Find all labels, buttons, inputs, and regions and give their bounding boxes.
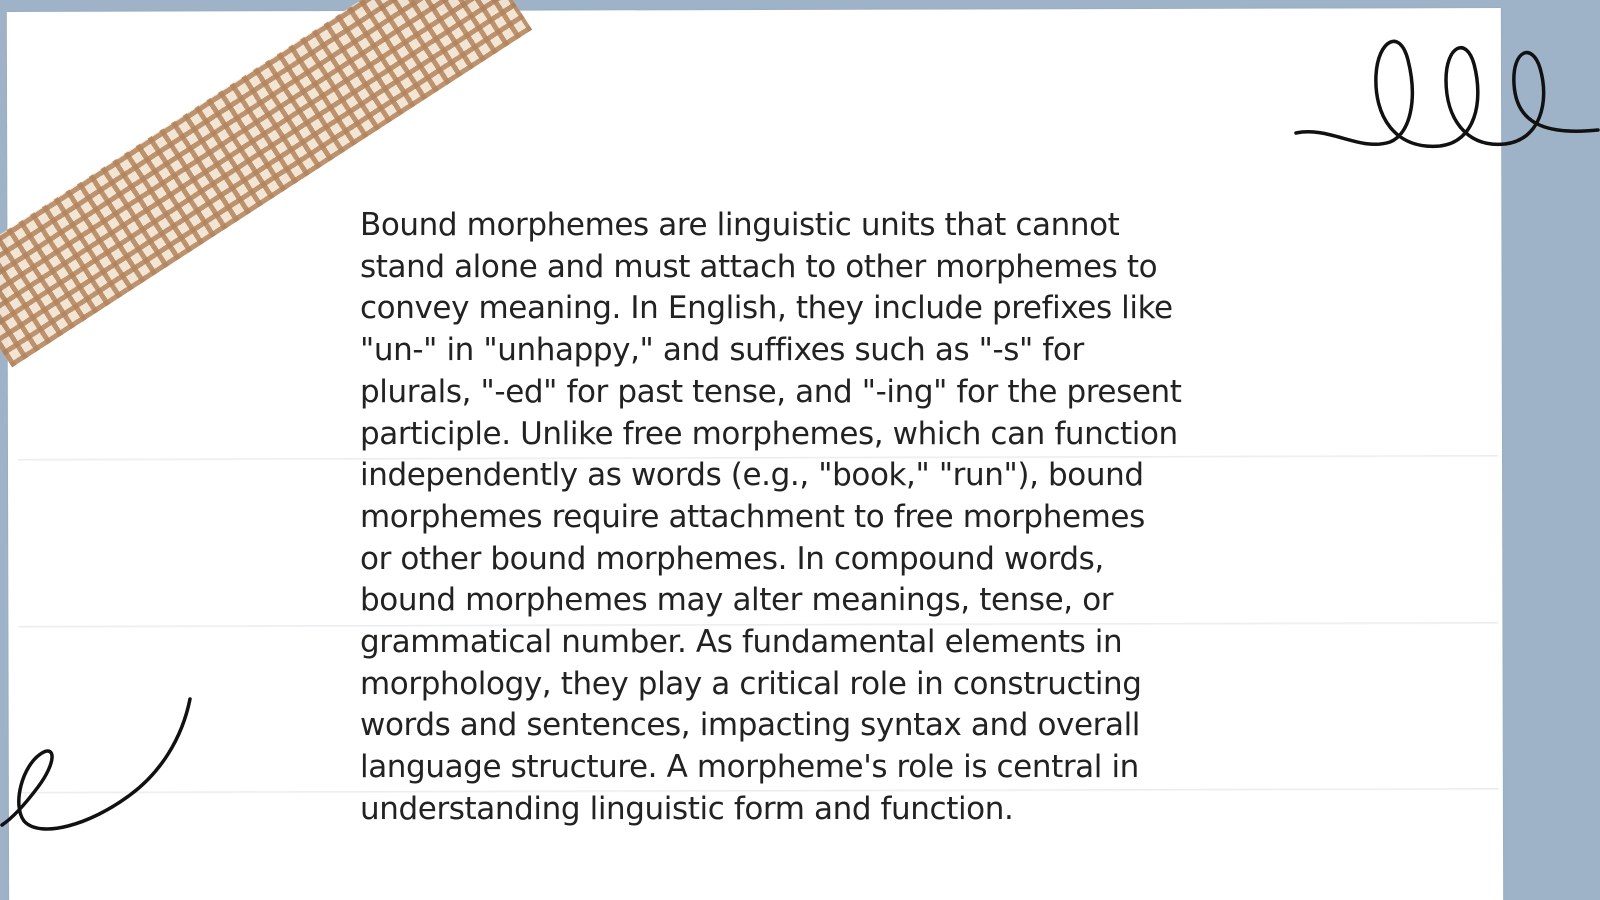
paragraph-line: participle. Unlike free morphemes, which can function [360,415,1178,452]
paragraph-line: independently as words (e.g., "book," "run"), bound [360,457,1144,494]
top-right-squiggle-icon [1290,30,1600,170]
paragraph-line: plurals, "-ed" for past tense, and "-ing" for the present [360,373,1182,410]
paragraph-line: morphemes require attachment to free morphemes [360,498,1145,535]
paragraph-line: bound morphemes may alter meanings, tense, or [360,582,1114,619]
paragraph-line: understanding linguistic form and function. [360,790,1014,827]
paragraph-line: "un-" in "unhappy," and suffixes such as "-s" for [360,332,1084,369]
paragraph-line: morphology, they play a critical role in constructing [360,665,1142,702]
body-paragraph [360,205,1260,831]
paragraph-line: stand alone and must attach to other morphemes to [360,248,1158,285]
paragraph-line: language structure. A morpheme's role is central in [360,749,1139,786]
paragraph-line: Bound morphemes are linguistic units that cannot [360,207,1120,243]
paragraph-line: convey meaning. In English, they include prefixes like [360,290,1173,327]
paragraph-line: or other bound morphemes. In compound words, [360,540,1104,577]
paragraph-line: words and sentences, impacting syntax and overall [360,707,1140,744]
bottom-left-squiggle-icon [0,695,200,845]
paragraph-line: grammatical number. As fundamental elements in [360,624,1123,661]
